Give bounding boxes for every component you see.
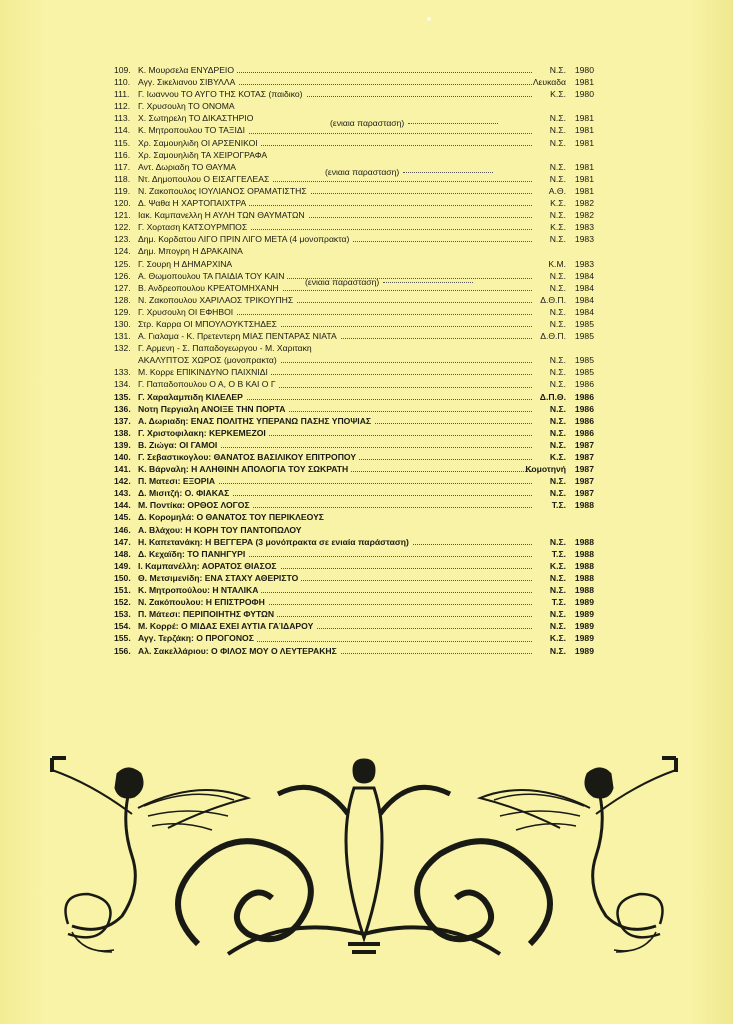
entry-title [138, 596, 532, 608]
entry-city: Ν.Σ. [549, 585, 566, 596]
entry-title [138, 354, 532, 366]
entry-city: Ν.Σ. [549, 572, 566, 583]
entry-number: 112. [114, 101, 131, 112]
entry-number: 138. [114, 427, 131, 438]
entry-year: 1984 [574, 306, 594, 317]
entry-year: 1988 [574, 585, 594, 596]
entry-city: Ν.Σ. [549, 379, 566, 390]
entry-number: 111. [114, 89, 130, 100]
list-item [114, 511, 594, 523]
entry-city: Ν.Σ. [549, 173, 566, 184]
entry-number: 141. [114, 464, 131, 475]
entry-title [138, 475, 532, 487]
entry-title-text: Αγγ. Τερζάκη: Ο ΠΡΟΓΟΝΟΣ [138, 633, 257, 643]
entry-year: 1989 [574, 609, 594, 620]
entry-year: 1982 [574, 198, 594, 209]
entry-number: 136. [114, 403, 131, 414]
list-item [114, 221, 594, 233]
entry-title-text: Δ. Μισιτζή: Ο. ΦΙΑΚΑΣ [138, 488, 232, 498]
entry-year: 1984 [574, 294, 594, 305]
entry-number: 127. [114, 282, 131, 293]
entry-title-text: Α. Γιαλαμα - Κ. Πρετεντερη ΜΙΑΣ ΠΕΝΤΑΡΑΣ ΝΙΑΤΑ [138, 331, 340, 341]
entry-city: Ν.Σ. [549, 113, 566, 124]
entry-title-text: Ν. Ζακοπουλου ΧΑΡΙΛΑΟΣ ΤΡΙΚΟΥΠΗΣ [138, 295, 296, 305]
entry-year: 1980 [574, 65, 594, 75]
entry-title-text: Γ. Χρυσουλη ΟΙ ΕΦΗΒΟΙ [138, 307, 236, 317]
entry-number: 155. [114, 633, 131, 644]
entry-year: 1987 [574, 452, 594, 462]
entry-city: Δ.Θ.Π. [540, 294, 566, 305]
entry-title [138, 427, 532, 439]
entry-title [138, 499, 532, 511]
entry-number: 128. [114, 294, 131, 305]
entry-year: 1986 [574, 415, 594, 426]
entry-title [138, 536, 532, 548]
list-item [114, 209, 594, 221]
entry-title-text: Χρ. Σαμουηλιδη ΟΙ ΑΡΣΕΝΙΚΟΙ [138, 138, 261, 148]
entry-title-text: Ν. Ζακόπουλου: Η ΕΠΙΣΤΡΟΦΗ [138, 597, 268, 607]
list-item [114, 608, 594, 620]
entry-city: Κ.Σ. [550, 222, 566, 233]
list-item [114, 584, 594, 596]
entry-city: Ν.Σ. [549, 645, 566, 656]
entry-number: 135. [114, 391, 131, 402]
entry-city: Ν.Σ. [549, 427, 566, 438]
entry-number: 139. [114, 439, 131, 450]
entry-city: Ν.Σ. [549, 439, 566, 450]
list-item [114, 233, 594, 245]
entry-title-text: Χ. Σωτηρελη ΤΟ ΔΙΚΑΣΤΗΡΙΟ [138, 113, 256, 123]
entry-city: Κ.Σ. [550, 89, 566, 100]
entry-number: 123. [114, 234, 131, 245]
entry-title-text: Μ. Κορρε ΕΠΙΚΙΝΔΥΝΟ ΠΑΙΧΝΙΔΙ [138, 367, 271, 377]
list-item [114, 632, 594, 644]
entry-year: 1986 [574, 403, 594, 414]
entry-city: Ν.Σ. [549, 367, 566, 378]
entry-year: 1989 [574, 645, 594, 656]
entry-title [138, 330, 532, 342]
entry-title [138, 76, 532, 88]
entry-title [138, 439, 532, 451]
entry-city: Κ.Σ. [549, 452, 566, 462]
entry-city: Ν.Σ. [549, 318, 566, 329]
entry-title [138, 185, 532, 197]
entry-city: Δ.Π.Θ. [539, 391, 566, 402]
entry-title-text: Π. Ματεσι: ΕΞΟΡΙΑ [138, 476, 218, 486]
list-item [114, 536, 594, 548]
entry-number: 126. [114, 270, 131, 281]
entry-title [138, 221, 532, 233]
entry-city: Ν.Σ. [549, 621, 566, 632]
entry-year: 1986 [574, 379, 594, 390]
entry-year: 1983 [574, 222, 594, 233]
list-item [114, 149, 594, 161]
entry-number: 119. [114, 185, 131, 196]
list-item [114, 100, 594, 112]
entry-number: 124. [114, 246, 131, 257]
entry-title [138, 524, 532, 536]
entry-year: 1988 [574, 548, 594, 559]
entry-title [138, 294, 532, 306]
entry-year: 1983 [574, 258, 594, 269]
entry-number: 147. [114, 536, 131, 547]
entry-number: 120. [114, 198, 131, 209]
entry-city: Ν.Σ. [549, 355, 566, 366]
entry-title-text: Ιακ. Καμπανελλη Η ΑΥΛΗ ΤΩΝ ΘΑΥΜΑΤΩΝ [138, 210, 308, 220]
paper-speck [427, 17, 431, 21]
list-item [114, 137, 594, 149]
list-item [114, 391, 594, 403]
entry-city: Κ.Σ. [549, 560, 566, 571]
entry-year: 1984 [574, 282, 594, 293]
entry-number: 140. [114, 452, 131, 462]
list-item [114, 294, 594, 306]
entry-city: Κ.Μ. [548, 258, 566, 269]
entry-city: Ν.Σ. [549, 488, 566, 499]
entry-title-text: ΑΚΑΛΥΠΤΟΣ ΧΩΡΟΣ (μονοπρακτα) [138, 355, 280, 365]
group-note-112-113: (ενιαια παρασταση) [330, 117, 498, 129]
entry-year: 1988 [574, 560, 594, 571]
entry-city: Τ.Σ. [551, 500, 566, 511]
entry-title-text: Γ. Αρμενη - Σ. Παπαδογεωργου - Μ. Χαριτακη [138, 343, 315, 353]
entry-title [138, 560, 532, 572]
entry-year: 1985 [574, 331, 594, 342]
ornamental-frieze-illustration [48, 754, 680, 966]
entry-title-text: Α. Θωμοπουλου ΤΑ ΠΑΙΔΙΑ ΤΟΥ ΚΑΙΝ [138, 271, 287, 281]
entry-year: 1984 [574, 270, 594, 281]
entry-city: Ν.Σ. [549, 306, 566, 317]
entry-number: 153. [114, 609, 131, 620]
entry-number: 131. [114, 331, 131, 342]
entry-title-text: Γ. Παπαδοπουλου Ο Α, Ο Β ΚΑΙ Ο Γ [138, 379, 279, 389]
list-item [114, 197, 594, 209]
entry-title-text: Κ. Μουρσελα ΕΝΥΔΡΕΙΟ [138, 65, 237, 75]
entry-number: 113. [114, 113, 131, 124]
entry-year: 1988 [574, 572, 594, 583]
list-item [114, 560, 594, 572]
entry-year: 1985 [574, 355, 594, 366]
entry-city: Ν.Σ. [549, 210, 566, 221]
entry-number: 134. [114, 379, 131, 390]
entry-title [138, 100, 532, 112]
entry-number: 145. [114, 512, 131, 523]
entry-year: 1987 [574, 439, 594, 450]
entry-number: 142. [114, 476, 131, 487]
entry-title-text: Γ. Σεβαστικογλου: ΘΑΝΑΤΟΣ ΒΑΣΙΛΙΚΟΥ ΕΠΙΤΡΟΠΟΥ [138, 452, 359, 462]
entry-title [138, 342, 532, 354]
entry-number: 122. [114, 222, 131, 233]
entry-city: Τ.Σ. [551, 548, 566, 559]
entry-title [138, 197, 532, 209]
list-item [114, 306, 594, 318]
entry-number: 143. [114, 488, 131, 499]
entry-title-text: Γ. Χορταση ΚΑΤΣΟΥΡΜΠΟΣ [138, 222, 250, 232]
entry-number: 115. [114, 137, 131, 148]
entry-year: 1987 [574, 464, 594, 475]
entry-city: Ν.Σ. [549, 536, 566, 547]
entry-year: 1981 [574, 113, 594, 124]
entry-title-text: Δημ. Μπογρη Η ΔΡΑΚΑΙΝΑ [138, 246, 246, 256]
entry-city: Ν.Σ. [549, 403, 566, 414]
entry-number: 146. [114, 524, 131, 535]
list-item [114, 463, 594, 475]
entry-title-text: Η. Καπετανάκη: Η ΒΕΓΓΕΡΑ (3 μονόπρακτα σε ενιαία παράσταση) [138, 537, 412, 547]
entry-year: 1988 [574, 536, 594, 547]
entry-title-text: Κ. Μητροπούλου: Η ΝΤΑΛΙΚΑ [138, 585, 261, 595]
entry-title [138, 620, 532, 632]
entry-title-text: Γ. Ιωαννου ΤΟ ΑΥΓΟ ΤΗΣ ΚΟΤΑΣ (παιδικο) [138, 89, 306, 99]
entry-title [138, 245, 532, 257]
entry-title-text: Α. Δωριαδη: ΕΝΑΣ ΠΟΛΙΤΗΣ ΥΠΕΡΑΝΩ ΠΑΣΗΣ ΥΠΟΨΙΑΣ [138, 416, 374, 426]
entry-number: 137. [114, 415, 131, 426]
list-item [114, 258, 594, 270]
entry-title [138, 88, 532, 100]
entry-title [138, 137, 532, 149]
entry-city: Κομοτηνή [525, 464, 566, 475]
entry-title [138, 584, 532, 596]
list-item [114, 439, 594, 451]
entry-title-text: Θ. Μετσιμενίδη: ΕΝΑ ΣΤΑΧΥ ΑΘΕΡΙΣΤΟ [138, 573, 301, 583]
entry-title-text: Δημ. Κορδατου ΛΙΓΟ ΠΡΙΝ ΛΙΓΟ ΜΕΤΑ (4 μονοπρακτα) [138, 234, 352, 244]
entry-title [138, 548, 532, 560]
list-item [114, 245, 594, 257]
list-item [114, 620, 594, 632]
entry-title-text: Νοτη Περγιαλη ΑΝΟΙΞΕ ΤΗΝ ΠΟΡΤΑ [138, 404, 288, 414]
list-item [114, 524, 594, 536]
list-item [114, 596, 594, 608]
entry-year: 1989 [574, 633, 594, 644]
entry-number: 151. [114, 585, 131, 596]
list-item [114, 378, 594, 390]
entry-city: Ν.Σ. [549, 609, 566, 620]
entry-title-text: Γ. Σουρη Η ΔΗΜΑΡΧΙΝΑ [138, 259, 235, 269]
entry-year: 1987 [574, 488, 594, 499]
entry-title-text: Στρ. Καρρα ΟΙ ΜΠΟΥΛΟΥΚΤΣΗΔΕΣ [138, 319, 280, 329]
entry-number: 129. [114, 306, 131, 317]
group-note-124-125: (ενιαια παρασταση) [305, 276, 473, 288]
entry-city: Ν.Σ. [549, 161, 566, 172]
entry-title [138, 306, 532, 318]
entry-title [138, 403, 532, 415]
entry-title-text: Ν. Ζακοπουλος ΙΟΥΛΙΑΝΟΣ ΟΡΑΜΑΤΙΣΤΗΣ [138, 186, 310, 196]
entry-city: Ν.Σ. [549, 270, 566, 281]
entry-year: 1985 [574, 318, 594, 329]
entry-title-text: Α. Βλάχου: Η ΚΟΡΗ ΤΟΥ ΠΑΝΤΟΠΩΛΟΥ [138, 525, 305, 535]
entry-title-text: Δ. Κεχαϊδη: ΤΟ ΠΑΝΗΓΥΡΙ [138, 549, 248, 559]
entry-title [138, 233, 532, 245]
entry-city: Ν.Σ. [549, 282, 566, 293]
entry-city: Δ.Θ.Π. [540, 331, 566, 342]
list-item [114, 475, 594, 487]
list-item [114, 548, 594, 560]
entry-city: Κ.Σ. [549, 633, 566, 644]
list-item [114, 487, 594, 499]
entry-number: 156. [114, 645, 131, 656]
entry-number: 110. [114, 77, 131, 88]
entry-year: 1980 [574, 89, 594, 100]
list-item [114, 76, 594, 88]
entry-title [138, 511, 532, 523]
entry-number: 144. [114, 500, 131, 511]
list-item [114, 645, 594, 657]
entry-year: 1981 [574, 125, 594, 136]
entry-year: 1983 [574, 234, 594, 245]
entry-title-text: Κ. Μητροπουλου ΤΟ ΤΑΞΙΔΙ [138, 125, 248, 135]
entry-title [138, 487, 532, 499]
entry-number: 149. [114, 560, 131, 571]
entry-city: Ν.Σ. [549, 65, 566, 75]
list-item [114, 330, 594, 342]
entry-title [138, 451, 532, 463]
entry-number: 130. [114, 318, 131, 329]
entry-year: 1986 [574, 391, 594, 402]
entry-title-text: Αγγ. Σικελιανου ΣΙΒΥΛΛΑ [138, 77, 238, 87]
entry-title [138, 366, 532, 378]
entry-city: Ν.Σ. [549, 415, 566, 426]
entry-number: 114. [114, 125, 131, 136]
list-item [114, 318, 594, 330]
entry-title [138, 645, 532, 657]
group-note-116-117: (ενιαια παρασταση) [325, 166, 493, 178]
entry-year: 1986 [574, 427, 594, 438]
entry-year: 1989 [574, 621, 594, 632]
list-item [114, 451, 594, 463]
entry-number: 150. [114, 572, 131, 583]
list-item [114, 403, 594, 415]
entry-year: 1982 [574, 210, 594, 221]
entry-title-text: Β. Ανδρεοπουλου ΚΡΕΑΤΟΜΗΧΑΝΗ [138, 283, 282, 293]
entry-title [138, 391, 532, 403]
entry-title-text: Γ. Χαραλαμπιδη ΚΙΛΕΛΕΡ [138, 392, 246, 402]
entry-city: Ν.Σ. [549, 125, 566, 136]
entry-year: 1981 [574, 173, 594, 184]
entry-number: 133. [114, 367, 131, 378]
entry-title-text: Γ. Χριστοφιλακη: ΚΕΡΚΕΜΕΖΟΙ [138, 428, 269, 438]
entry-title [138, 318, 532, 330]
entry-year: 1985 [574, 367, 594, 378]
entry-city: Κ.Σ. [550, 198, 566, 209]
entry-year: 1981 [574, 161, 594, 172]
list-item [114, 427, 594, 439]
entry-city: Α.Θ. [548, 185, 566, 196]
list-item [114, 342, 594, 354]
entry-title [138, 149, 532, 161]
list-item [114, 366, 594, 378]
entry-year: 1981 [574, 137, 594, 148]
entry-title [138, 632, 532, 644]
entry-title-text: Κ. Βάρναλη: Η ΑΛΗΘΙΝΗ ΑΠΟΛΟΓΙΑ ΤΟΥ ΣΩΚΡΑΤΗ [138, 464, 351, 474]
entry-title-text: Αντ. Δωριαδη ΤΟ ΘΑΥΜΑ [138, 162, 239, 172]
entry-number: 109. [114, 65, 131, 75]
list-item [114, 64, 594, 76]
entry-city: Ν.Σ. [549, 234, 566, 245]
entry-year: 1988 [574, 500, 594, 511]
entry-title [138, 608, 532, 620]
entry-title-text: Χρ. Σαμουηλιδη ΤΑ ΧΕΙΡΟΓΡΑΦΑ [138, 150, 270, 160]
entry-title-text: Ντ. Δημοπουλου Ο ΕΙΣΑΓΓΕΛΕΑΣ [138, 174, 272, 184]
entry-city: Ν.Σ. [549, 137, 566, 148]
entry-title-text: Β. Ζιώγα: ΟΙ ΓΑΜΟΙ [138, 440, 220, 450]
entry-title [138, 258, 532, 270]
entry-title [138, 572, 532, 584]
play-list [114, 64, 594, 657]
entry-number: 117. [114, 161, 131, 172]
entry-title-text: Μ. Ποντίκα: ΟΡΘΟΣ ΛΟΓΟΣ [138, 500, 253, 510]
entry-title-text: Δ. Κορομηλά: Ο ΘΑΝΑΤΟΣ ΤΟΥ ΠΕΡΙΚΛΕΟΥΣ [138, 512, 327, 522]
entry-number: 121. [114, 210, 131, 221]
entry-number: 132. [114, 343, 131, 354]
entry-year: 1987 [574, 476, 594, 487]
list-item [114, 415, 594, 427]
entry-title [138, 64, 532, 76]
entry-title [138, 463, 532, 475]
entry-number: 154. [114, 621, 131, 632]
entry-number: 125. [114, 258, 131, 269]
list-item [114, 354, 594, 366]
entry-title [138, 378, 532, 390]
entry-title-text: Π. Μάτεσι: ΠΕΡΙΠΟΙΗΤΗΣ ΦΥΤΩΝ [138, 609, 277, 619]
entry-number: 116. [114, 149, 131, 160]
entry-year: 1981 [574, 185, 594, 196]
entry-year: 1981 [574, 77, 594, 88]
entry-number: 118. [114, 173, 131, 184]
list-item [114, 572, 594, 584]
entry-title [138, 209, 532, 221]
entry-title-text: Δ. Ψαθα Η ΧΑΡΤΟΠΑΙΧΤΡΑ [138, 198, 249, 208]
entry-title-text: Γ. Χρυσουλη ΤΟ ΟΝΟΜΑ [138, 101, 238, 111]
entry-city: Τ.Σ. [551, 597, 566, 608]
entry-title [138, 415, 532, 427]
entry-title-text: Μ. Κορρέ: Ο ΜΙΔΑΣ ΕΧΕΙ ΑΥΤΙΑ ΓΑΊΔΑΡΟΥ [138, 621, 316, 631]
entry-number: 152. [114, 597, 131, 608]
entry-year: 1989 [574, 597, 594, 608]
entry-city: Ν.Σ. [549, 476, 566, 487]
entry-title-text: Ι. Καμπανέλλη: ΑΟΡΑΤΟΣ ΘΙΑΣΟΣ [138, 561, 280, 571]
entry-number: 148. [114, 548, 131, 559]
list-item [114, 499, 594, 511]
list-item [114, 185, 594, 197]
list-item [114, 88, 594, 100]
entry-title-text: Αλ. Σακελλάριου: Ο ΦΙΛΟΣ ΜΟΥ Ο ΛΕΥΤΕΡΑΚΗΣ [138, 646, 340, 656]
entry-city: Λευκαδα [532, 77, 566, 88]
